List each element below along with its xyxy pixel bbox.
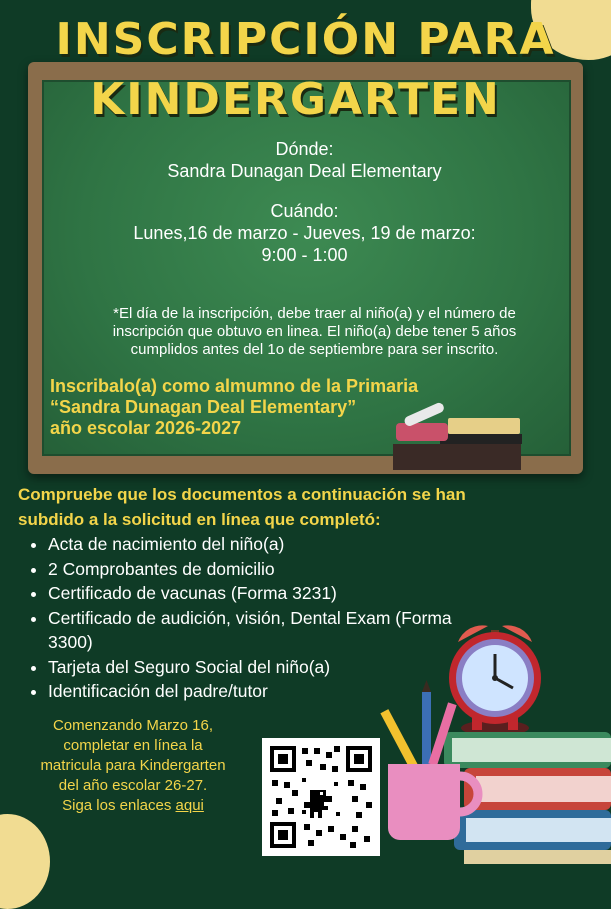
enroll-line-1: Comenzando Marzo 16, <box>52 717 214 734</box>
enroll-line-2: completar en línea la <box>63 737 203 754</box>
enroll-line-3: matricula para Kindergarten <box>40 757 226 774</box>
documents-heading-line-1: Compruebe que los documentos a continuación se han <box>18 485 466 504</box>
eraser-icon <box>448 418 520 434</box>
where-block <box>42 138 567 182</box>
documents-heading-line-2: subdido a la solicitud en línea que completó: <box>18 510 381 529</box>
qr-code-icon[interactable] <box>262 738 380 856</box>
when-time: 9:00 - 1:00 <box>261 245 348 265</box>
cta-line-3: año escolar 2026-2027 <box>50 418 242 438</box>
document-item: • Certificado de vacunas (Forma 3231) <box>48 581 498 606</box>
document-item: • Acta de nacimiento del niño(a) <box>48 532 498 557</box>
online-enrollment-text <box>14 716 252 816</box>
books-stack-icon <box>444 732 611 864</box>
note-line-3: cumplidos antes del 1o de septiembre para ser inscrito. <box>130 341 499 358</box>
enrollment-link[interactable]: aqui <box>175 797 204 814</box>
title-line-2: KINDERGARTEN <box>90 74 501 125</box>
document-item: • 2 Comprobantes de domicilio <box>48 557 498 582</box>
enroll-line-4: del año escolar 26-27. <box>58 777 208 794</box>
when-dates: Lunes,16 de marzo - Jueves, 19 de marzo: <box>133 223 476 243</box>
chalk-tray <box>393 444 521 470</box>
title-line-1: INSCRIPCIÓN PARA <box>55 14 556 65</box>
document-item: • Identificación del padre/tutor <box>48 679 498 704</box>
cta-line-1: Inscribalo(a) como almumno de la Primaria <box>50 376 419 396</box>
document-item: • Certificado de audición, visión, Dental Exam (Forma 3300) <box>48 606 498 655</box>
document-item: • Tarjeta del Seguro Social del niño(a) <box>48 655 498 680</box>
enroll-line-5 <box>14 796 252 816</box>
eraser-pink-icon <box>396 423 448 441</box>
note-line-2: inscripción que obtuvo en linea. El niño(a) debe tener 5 años <box>112 323 517 340</box>
note-line-1: *El día de la inscripción, debe traer al niño(a) y el número de <box>113 305 516 322</box>
school-supplies-illustration <box>380 612 611 864</box>
decorative-blob-bottom-left <box>0 814 50 909</box>
registration-note <box>52 305 577 359</box>
when-label: Cuándo: <box>270 201 339 221</box>
when-block <box>42 200 567 266</box>
where-value: Sandra Dunagan Deal Elementary <box>167 161 442 181</box>
documents-heading <box>18 482 588 532</box>
chalk-tray-ledge <box>440 434 522 444</box>
where-label: Dónde: <box>275 139 334 159</box>
cta-line-2: “Sandra Dunagan Deal Elementary” <box>50 397 357 417</box>
qr-code-graphic <box>262 738 380 856</box>
alarm-clock-icon <box>449 625 541 736</box>
enroll-line-5-prefix: Siga los enlaces <box>62 797 176 814</box>
